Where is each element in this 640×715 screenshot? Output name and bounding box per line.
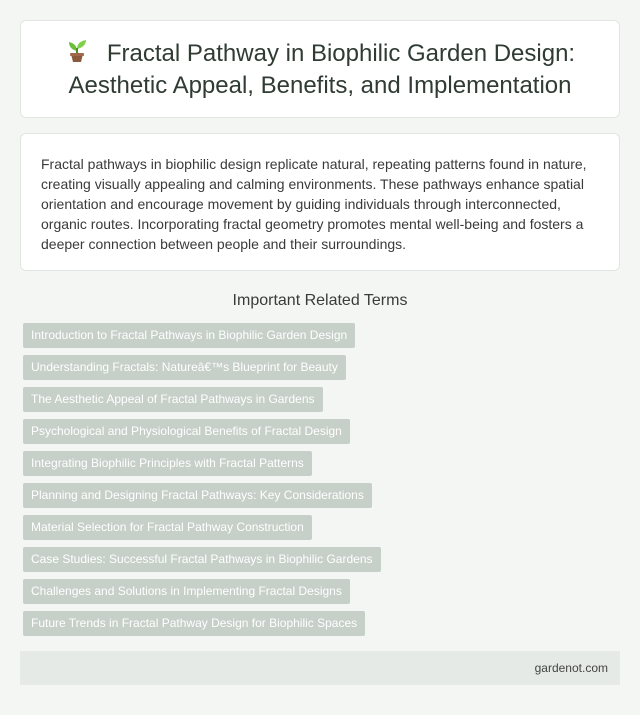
related-term-link[interactable]: Integrating Biophilic Principles with Fractal Patterns <box>23 451 312 476</box>
footer-site-link[interactable]: gardenot.com <box>534 661 608 675</box>
related-term-link[interactable]: Psychological and Physiological Benefits of Fractal Design <box>23 419 350 444</box>
page-title-text: Fractal Pathway in Biophilic Garden Design: Aesthetic Appeal, Benefits, and Implementation <box>68 40 576 99</box>
related-term-link[interactable]: Case Studies: Successful Fractal Pathways in Biophilic Gardens <box>23 547 381 572</box>
related-term-link[interactable]: Material Selection for Fractal Pathway Construction <box>23 515 312 540</box>
related-term-link[interactable]: Planning and Designing Fractal Pathways: Key Considerations <box>23 483 372 508</box>
page-title <box>51 37 589 101</box>
related-terms-list <box>23 323 381 643</box>
related-term-link[interactable]: Challenges and Solutions in Implementing Fractal Designs <box>23 579 350 604</box>
sprout-icon <box>65 37 89 71</box>
related-term-link[interactable]: Introduction to Fractal Pathways in Biophilic Garden Design <box>23 323 355 348</box>
footer-bar <box>20 651 620 685</box>
title-card <box>20 20 620 118</box>
related-term-link[interactable]: The Aesthetic Appeal of Fractal Pathways in Gardens <box>23 387 323 412</box>
related-term-link[interactable]: Understanding Fractals: Natureâ€™s Blueprint for Beauty <box>23 355 346 380</box>
description-card <box>20 133 620 271</box>
description-text: Fractal pathways in biophilic design replicate natural, repeating patterns found in nature, creating visually appealing and calming environments. These pathways enhance spatial orientation and encourage movement by guiding individuals through interconnected, organic routes. Incorporating fractal geometry promotes mental well-being and fosters a deeper connection between people and their surroundings. <box>41 156 587 252</box>
related-terms-heading: Important Related Terms <box>232 292 408 309</box>
related-term-link[interactable]: Future Trends in Fractal Pathway Design for Biophilic Spaces <box>23 611 365 636</box>
